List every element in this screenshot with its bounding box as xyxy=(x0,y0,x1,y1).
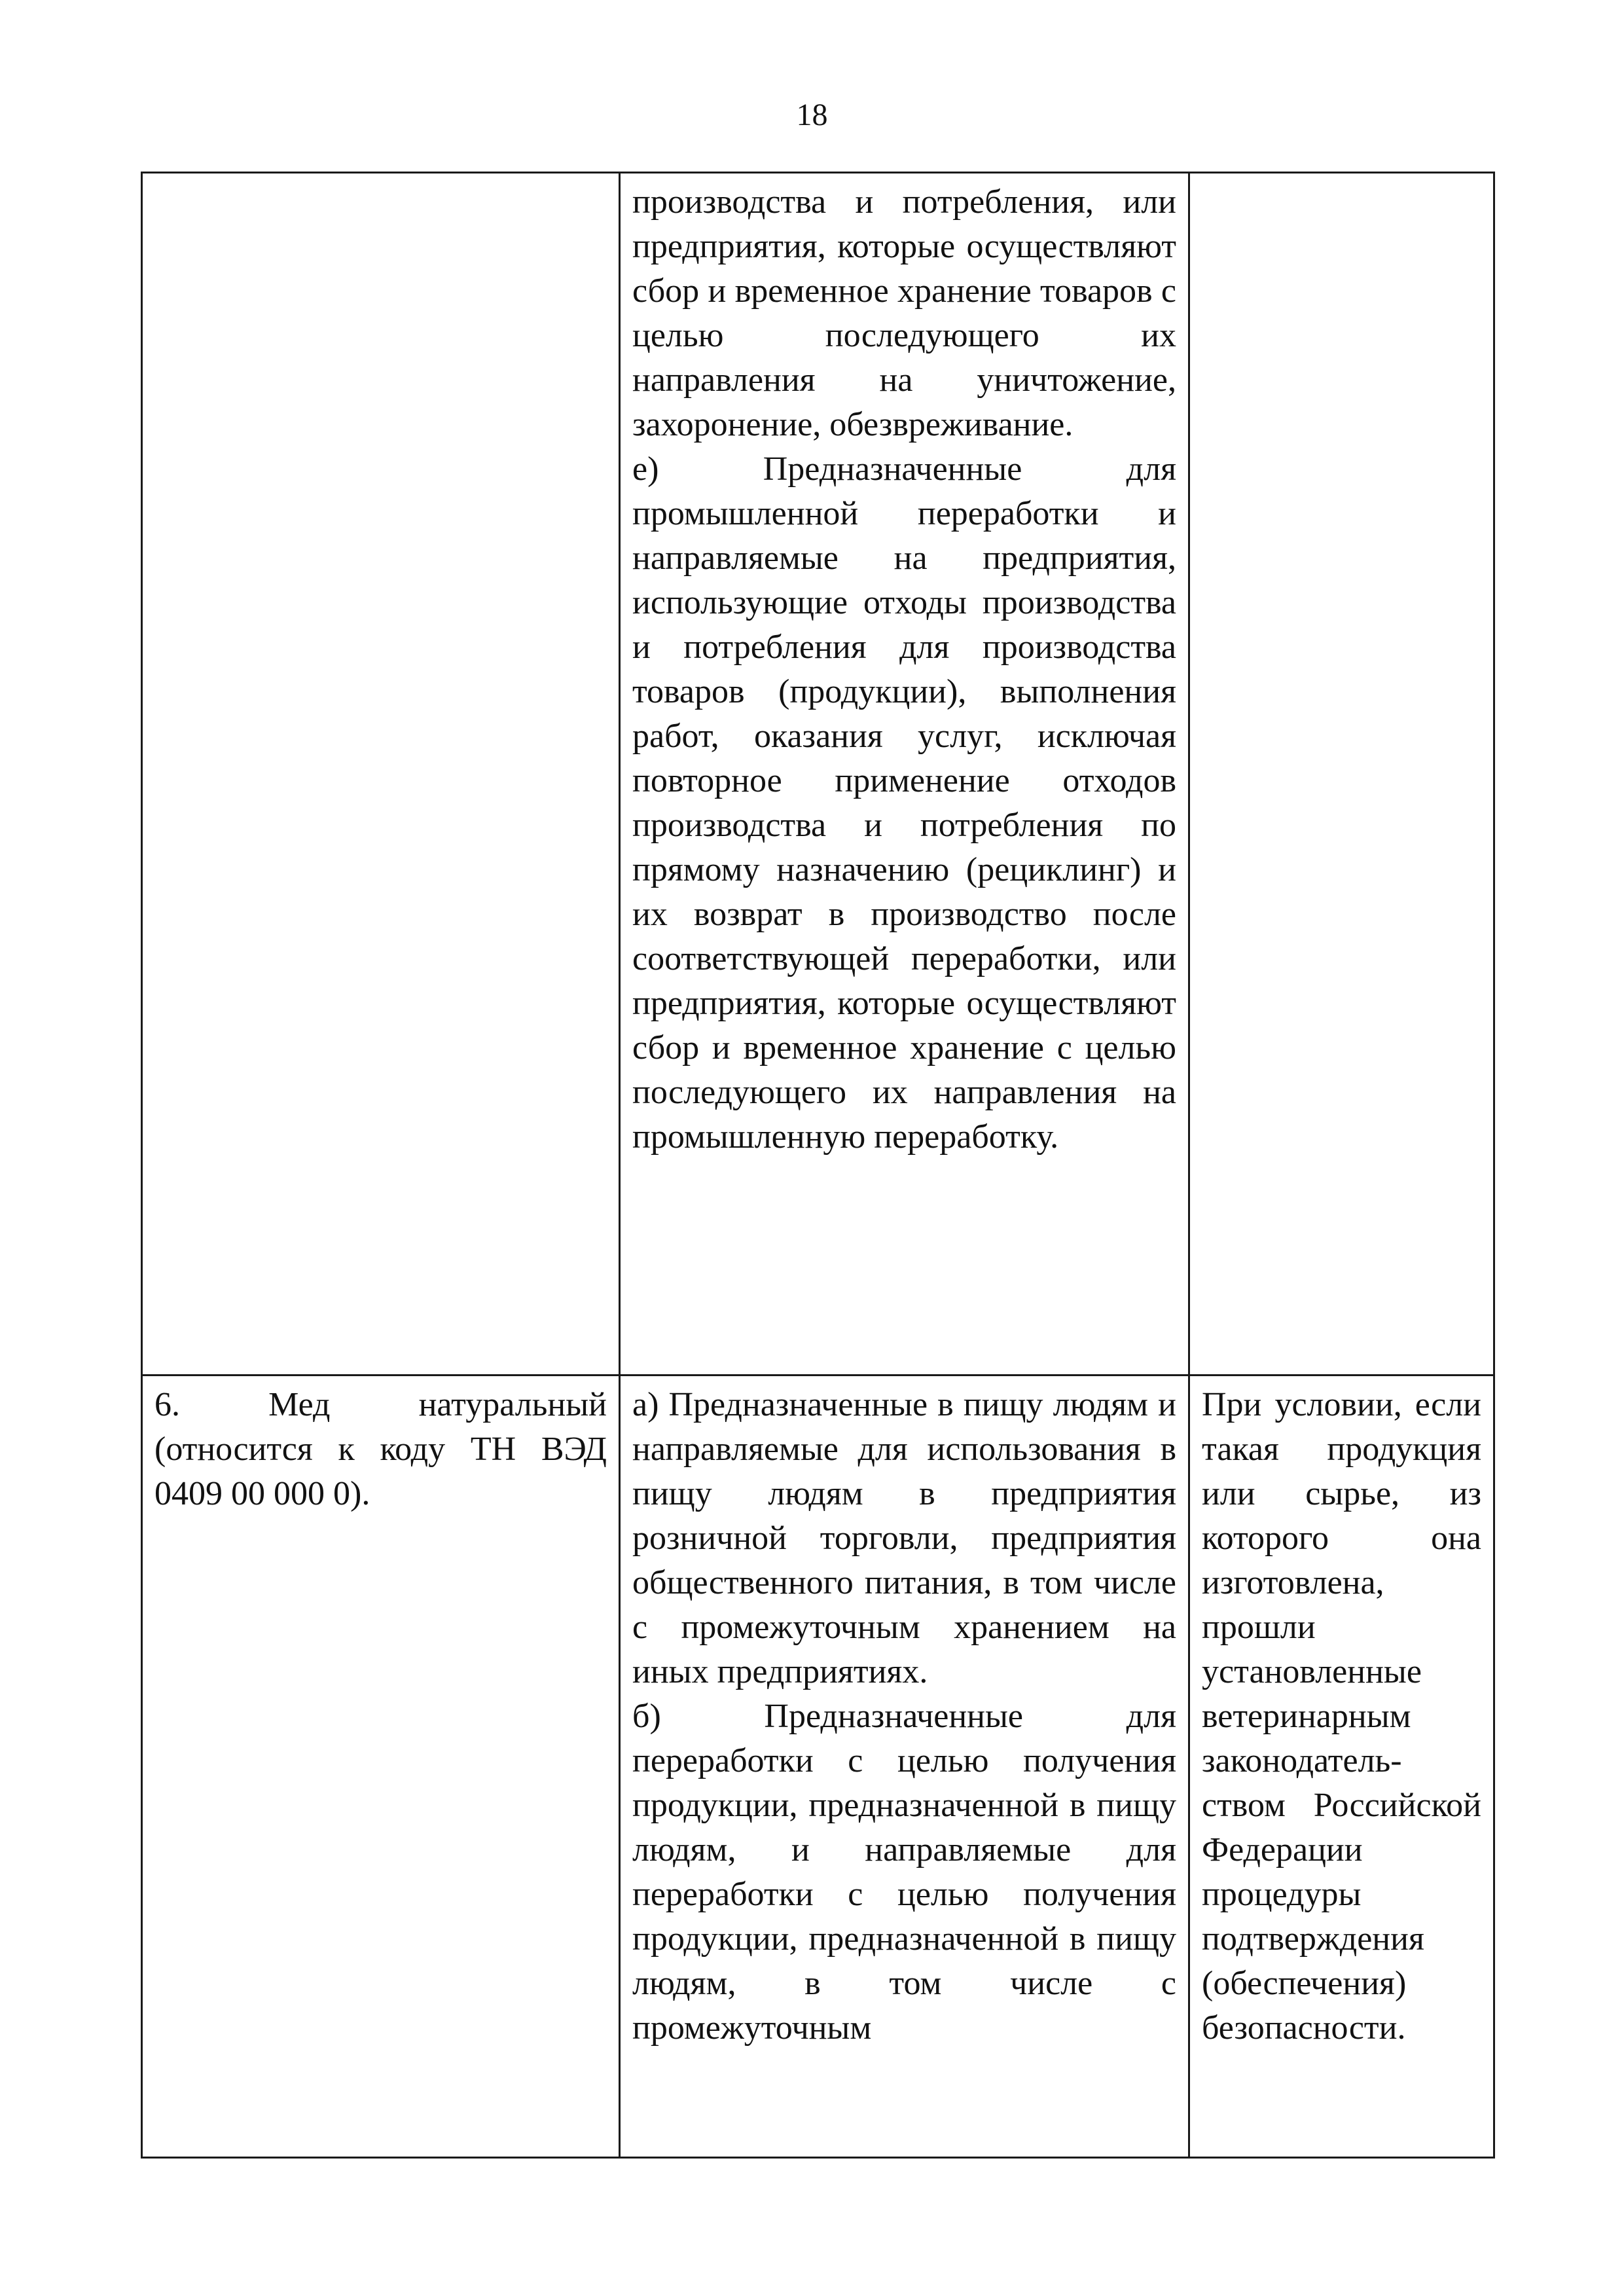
purpose-paragraph: е) Предназначенные для промышленной переработки и направляемые на предприятия, использующие отходы производства и потребления для производства товаров (продукции), выполнения работ, оказания услуг, исключая повторное применение отходов производства и потребления по прямому назначению (рециклинг) и их возврат в производство после соответствующей переработки, или предприятия, которые осуществляют сбор и временное хранение с целью последующего их направления на промышленную переработку. xyxy=(632,450,1176,1156)
purpose-paragraph: производства и потребления, или предприятия, которые осуществляют сбор и временное хранение товаров с целью последующего их направления на уничтожение, захоронение, обезвреживание. xyxy=(632,183,1176,443)
table-row xyxy=(142,173,1494,1376)
condition-cell xyxy=(1189,1376,1494,2158)
product-cell xyxy=(142,1376,620,2158)
purpose-cell xyxy=(620,1376,1189,2158)
purpose-cell xyxy=(620,173,1189,1376)
product-cell xyxy=(142,173,620,1376)
table-row xyxy=(142,1376,1494,2158)
page-number: 18 xyxy=(796,98,828,132)
condition-text: При условии, если такая продукция или сырье, из которого она изготовлена, прошли установленные ветеринарным законодатель-ством Российской Федерации процедуры подтверждения (обеспечения) безопасности. xyxy=(1202,1386,1481,2047)
condition-cell xyxy=(1189,173,1494,1376)
product-text: 6. Мед натуральный (относится к коду ТН ВЭД 0409 00 000 0). xyxy=(154,1386,607,1512)
purpose-paragraph: а) Предназначенные в пищу людям и направляемые для использования в пищу людям в предприятия розничной торговли, предприятия общественного питания, в том числе с промежуточным хранением на иных предприятиях. xyxy=(632,1386,1176,1690)
document-table xyxy=(141,172,1495,2159)
purpose-paragraph: б) Предназначенные для переработки с целью получения продукции, предназначенной в пищу людям, и направляемые для переработки с целью получения продукции, предназначенной в пищу людям, в том числе с промежуточным xyxy=(632,1698,1176,2047)
